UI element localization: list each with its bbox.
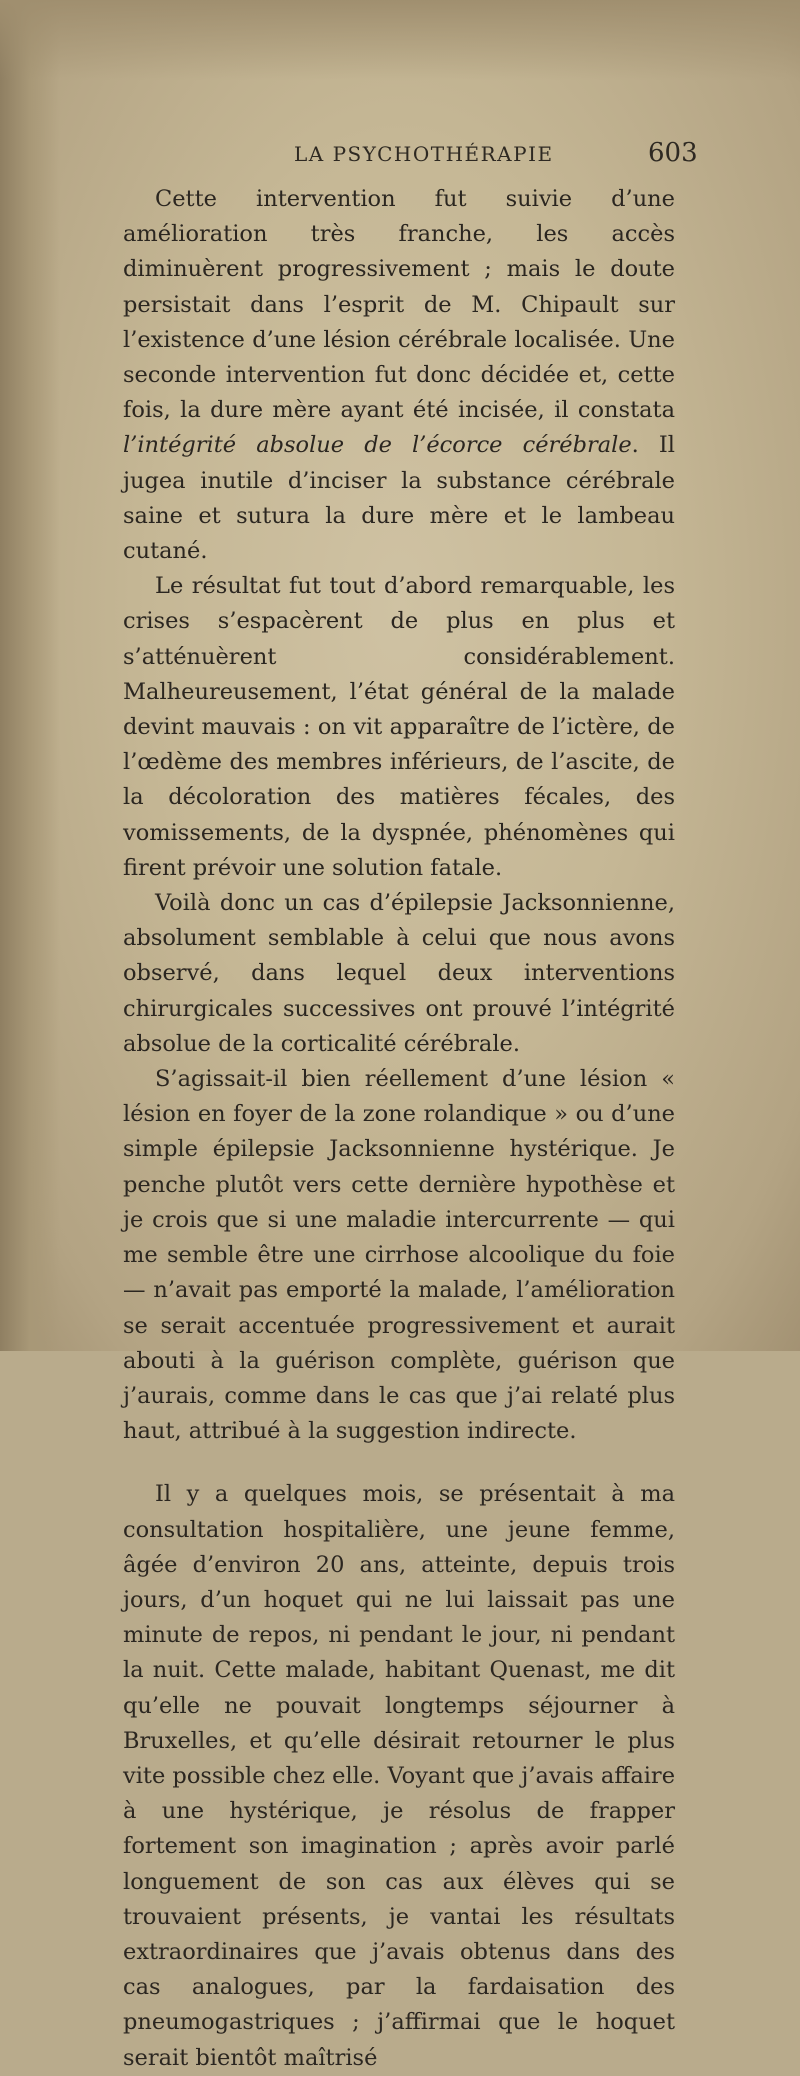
italic-phrase: l’intégrité absolue de l’écorce cérébrale	[123, 432, 632, 459]
paragraph-5: Il y a quelques mois, se présentait à ma consultation hospitalière, une jeune femme, âgée d’environ 20 ans, atteinte, depuis trois jours, d’un hoquet qui ne lui laissait pas une minute de repos, ni pendant le jour, ni pendant la nuit. Cette malade, habitant Quenast, me dit qu’elle ne pouvait longtemps séjourner à Bruxelles, et qu’elle désirait retourner le plus vite possible chez elle. Voyant que j’avais affaire à une hystérique, je résolus de frapper fortement son imagination ; après avoir parlé longuement de son cas aux élèves qui se trouvaient présents, je vantai les résultats extraordinaires que j’avais obtenus dans des cas analogues, par la fardaisation des pneumogastriques ; j’affirmai que le hoquet serait bientôt maîtrisé	[123, 1481, 676, 2071]
paragraph-1: Cette intervention fut suivie d’une amélioration très franche, les accès diminuèrent progressivement ; mais le doute persistait dans l’esprit de M. Chipault sur l’existence d’une lésion cérébrale localisée. Une seconde intervention fut donc décidée et, cette fois, la dure mère ayant été incisée, il constata l’intégrité absolue de l’écorce cérébrale. Il jugea inutile d’inciser la substance cérébrale saine et sutura la dure mère et le lambeau cutané.	[123, 186, 676, 565]
page-number: 603	[648, 138, 698, 168]
page-header	[0, 136, 800, 176]
paragraph-3: Voilà donc un cas d’épilepsie Jacksonnienne, absolument semblable à celui que nous avons observé, dans lequel deux interventions chirurgicales successives ont prouvé l’intégrité absolue de la corticalité cérébrale.	[123, 890, 675, 1057]
paragraph-2: Le résultat fut tout d’abord remarquable, les crises s’espacèrent de plus en plus et s’atténuèrent considérablement. Malheureusement, l’état général de la malade devint mauvais : on vit apparaître de l’ictère, de l’œdème des membres inférieurs, de l’ascite, de la décoloration des matières fécales, des vomissements, de la dyspnée, phénomènes qui firent prévoir une solution fatale.	[123, 573, 675, 881]
body-text	[123, 182, 675, 2076]
page-shadow-left	[0, 0, 60, 1351]
paragraph-4: S’agissait-il bien réellement d’une lésion « lésion en foyer de la zone rolandique » ou d’une simple épilepsie Jacksonnienne hystérique. Je penche plutôt vers cette dernière hypothèse et je crois que si une maladie intercurrente — qui me semble être une cirrhose alcoolique du foie — n’avait pas emporté la malade, l’amélioration se serait accentuée progressivement et aurait abouti à la guérison complète, guérison que j’aurais, comme dans le cas que j’ai relaté plus haut, attribué à la suggestion indirecte.	[123, 1066, 675, 1445]
running-title: LA PSYCHOTHÉRAPIE	[294, 142, 554, 166]
page-shadow-top	[0, 0, 800, 80]
